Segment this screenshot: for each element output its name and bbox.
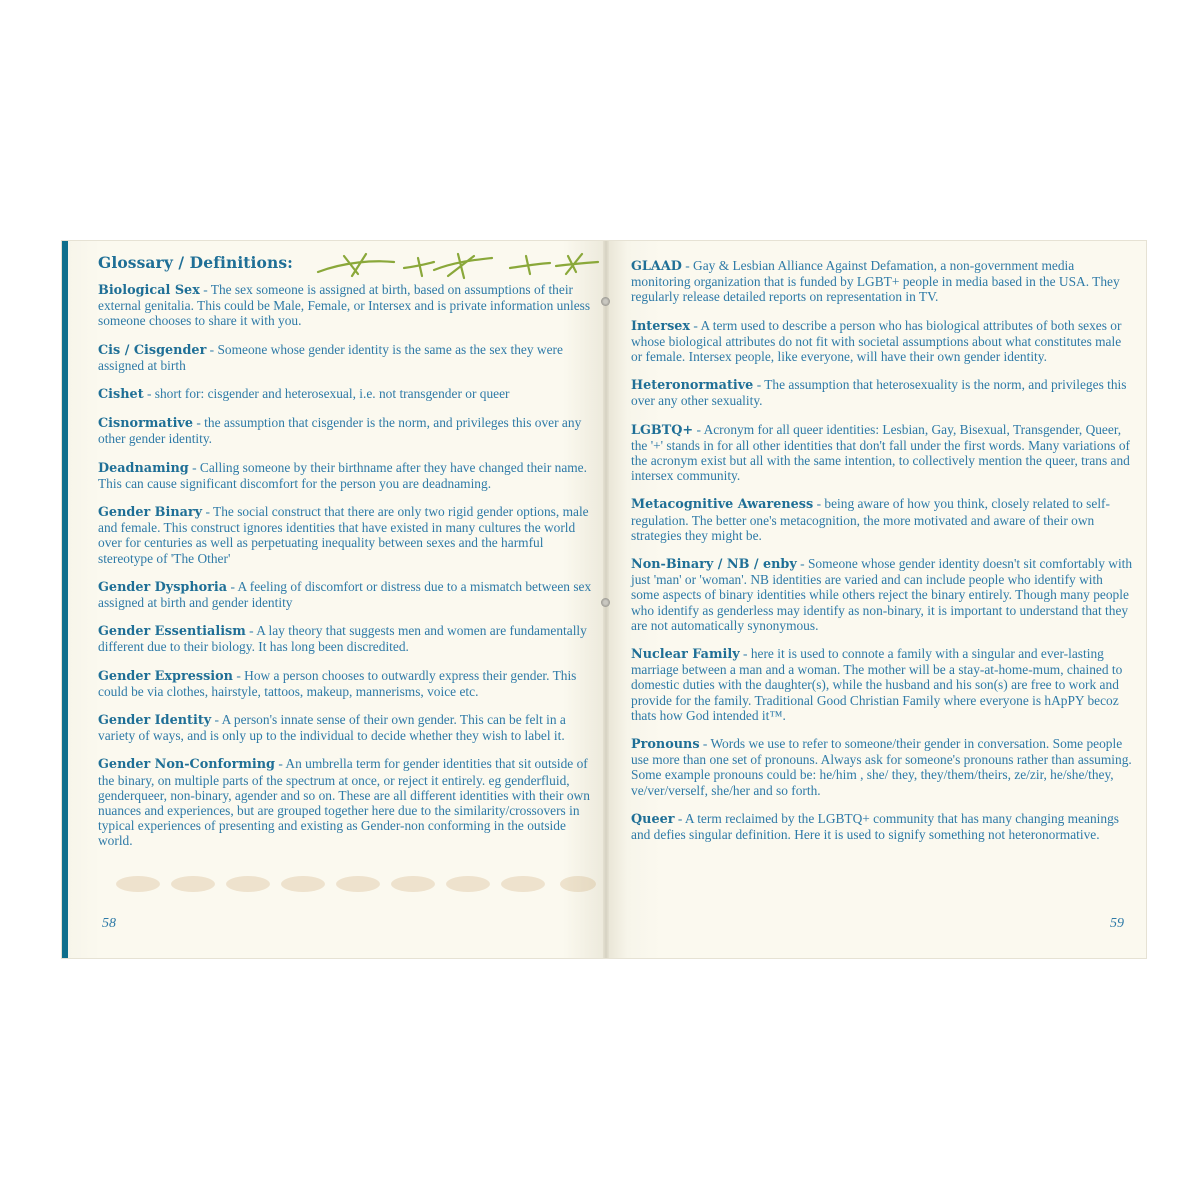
glossary-term: Biological Sex <box>98 283 200 298</box>
glossary-definition: - A term reclaimed by the LGBTQ+ community that has many changing meanings and defies singular definition. Here it is used to signify something not heteronormative. <box>631 810 1120 843</box>
glossary-entry <box>631 556 1133 633</box>
glossary-definition: - Someone whose gender identity doesn't sit comfortably with just 'man' or 'woman'. NB identities are varied and can include people who identify with some aspects of binary identities while others reject the binary entirely. Though many people who identify as genderless may identify as non-binary, it is important to understand that they are not automatically synonymous. <box>631 556 1133 633</box>
glossary-entry <box>98 460 598 491</box>
glossary-term: GLAAD <box>631 259 682 274</box>
show-through-decoration <box>98 873 598 895</box>
glossary-definition: - the assumption that cisgender is the norm, and privileges this over any other gender identity. <box>98 415 582 447</box>
glossary-definition: - The sex someone is assigned at birth, based on assumptions of their external genitalia. This could be Male, Female, or Intersex and is private information unless someone chooses to share it with you. <box>98 282 591 329</box>
glossary-term: Heteronormative <box>631 378 754 394</box>
glossary-definition: - Someone whose gender identity is the same as the sex they were assigned at birth <box>98 341 563 373</box>
glossary-term: LGBTQ+ <box>631 422 694 438</box>
glossary-definition: - Acronym for all queer identities: Lesbian, Gay, Bisexual, Transgender, Queer, the '+' stands in for all other identities that don't fall under the first words. Many variations of the acronym exist but all with the same intention, to collectively mention the queer, trans and intersex community. <box>631 421 1130 484</box>
glossary-term: Intersex <box>631 318 691 334</box>
glossary-definition: - How a person chooses to outwardly express their gender. This could be via clothes, hairstyle, tattoos, makeup, mannerisms, voice etc. <box>98 667 577 699</box>
glossary-term: Gender Non-Conforming <box>98 757 275 773</box>
glossary-entry <box>98 712 598 743</box>
glossary-definition: - being aware of how you think, closely related to self-regulation. The better one's metacognition, the more motivated and aware of their own strategies they might be. <box>631 496 1110 543</box>
glossary-entry <box>98 579 598 610</box>
glossary-entry <box>98 756 598 848</box>
glossary-definition: - Gay & Lesbian Alliance Against Defamation, a non-government media monitoring organization that is funded by LGBT+ people in media based in the USA. They regularly release detailed reports on representation in TV. <box>631 258 1120 305</box>
booklet-spread <box>62 241 1146 958</box>
glossary-entry <box>98 415 598 446</box>
glossary-definition: - Calling someone by their birthname after they have changed their name. This can cause significant discomfort for the person you are deadnaming. <box>98 459 587 491</box>
glossary-entry <box>98 282 598 329</box>
glossary-entry <box>98 623 598 654</box>
glossary-entry <box>631 318 1133 365</box>
glossary-entry <box>631 736 1133 798</box>
glossary-entry <box>98 386 598 402</box>
doodle-stars-icon <box>314 248 604 282</box>
glossary-entry <box>631 377 1133 408</box>
left-page <box>62 241 606 958</box>
glossary-definition: - Words we use to refer to someone/their gender in conversation. Some people use more than one set of pronouns. Always ask for someone's pronouns rather than assuming. Some example pronouns could be: he/him , she/ they, they/them/theirs, ze/zir, he/she/they, ve/ver/verself, she/her and so forth. <box>631 736 1132 798</box>
glossary-term: Gender Dysphoria <box>98 579 228 595</box>
glossary-term: Gender Binary <box>98 505 203 521</box>
staple-middle <box>601 598 610 607</box>
glossary-entry <box>98 342 598 373</box>
glossary-entry <box>98 668 598 699</box>
glossary-definition: - A person's innate sense of their own gender. This can be felt in a variety of ways, and is only up to the individual to decide whether they wish to label it. <box>98 712 566 744</box>
glossary-entry <box>631 811 1133 842</box>
glossary-definition: - here it is used to connote a family with a singular and ever-lasting marriage between a man and a woman. The mother will be a stay-at-home-mum, chained to domestic duties with the daughter(s), while the husband and his son(s) are free to work and provide for the family. Traditional Good Christian Family where everyone is hApPY becoz thats how God intended it™. <box>631 646 1123 723</box>
glossary-term: Cis / Cisgender <box>98 342 207 358</box>
glossary-definition: - The assumption that heterosexuality is the norm, and privileges this over any other sexuality. <box>631 377 1127 409</box>
glossary-column-left <box>98 282 598 862</box>
glossary-term: Deadnaming <box>98 460 189 476</box>
glossary-term: Cishet <box>98 387 144 403</box>
glossary-term: Gender Expression <box>98 668 233 684</box>
glossary-term: Gender Identity <box>98 713 212 729</box>
right-page <box>606 241 1146 958</box>
glossary-definition: - A term used to describe a person who has biological attributes of both sexes or whose biological attributes do not fit with societal assumptions about what constitutes male or female. Intersex people, like everyone, will have their own gender identity. <box>631 317 1122 365</box>
glossary-term: Non-Binary / NB / enby <box>631 557 797 573</box>
glossary-entry <box>631 646 1133 723</box>
glossary-definition: - An umbrella term for gender identities that sit outside of the binary, on multiple parts of the spectrum at once, or reject it entirely. eg genderfluid, genderqueer, non-binary, agender and so on. These are all different identities with their own nuances and experiences, but are grouped together here due to the similarity/crossovers in typical experiences of presenting and existing as Gender-non conforming in the outside world. <box>98 756 590 849</box>
glossary-term: Nuclear Family <box>631 647 740 663</box>
glossary-entry <box>98 504 598 566</box>
glossary-term: Pronouns <box>631 737 700 753</box>
staple-top <box>601 297 610 306</box>
glossary-entry <box>631 422 1133 484</box>
glossary-term: Queer <box>631 811 675 827</box>
glossary-definition: - A feeling of discomfort or distress due to a mismatch between sex assigned at birth and gender identity <box>98 578 592 611</box>
glossary-entry <box>631 496 1133 543</box>
glossary-term: Gender Essentialism <box>98 624 246 640</box>
page-number: 58 <box>102 916 116 931</box>
glossary-entry <box>631 258 1133 305</box>
page-title: Glossary / Definitions: <box>98 253 294 272</box>
page-number: 59 <box>1110 916 1124 931</box>
glossary-column-right <box>631 258 1133 855</box>
glossary-definition: - The social construct that there are only two rigid gender options, male and female. This construct ignores identities that have existed in many cultures the world over for centuries as well as perpetuating inequality between sexes and the harmful stereotype of 'The Other' <box>98 504 589 566</box>
glossary-term: Metacognitive Awareness <box>631 497 814 513</box>
glossary-definition: - short for: cisgender and heterosexual, i.e. not transgender or queer <box>146 386 510 402</box>
glossary-term: Cisnormative <box>98 416 194 432</box>
glossary-definition: - A lay theory that suggests men and women are fundamentally different due to their biology. It has long been discredited. <box>98 623 587 655</box>
